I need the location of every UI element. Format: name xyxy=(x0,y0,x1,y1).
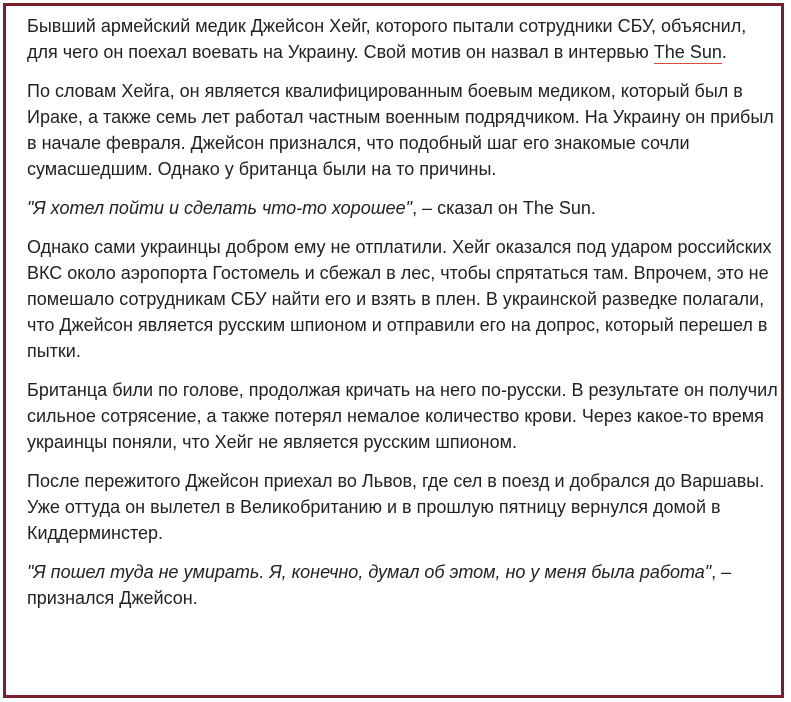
quote-1: "Я хотел пойти и сделать что-то хорошее" xyxy=(27,198,413,218)
paragraph-5: Британца били по голове, продолжая кричать на него по-русски. В результате он получил сильное сотрясение, а также потерял немалое количество крови. Через какое-то время украинцы поняли, что Хейг не является русским шпионом. xyxy=(27,380,778,452)
paragraph-7 xyxy=(27,559,779,611)
paragraph-4: Однако сами украинцы добром ему не отплатили. Хейг оказался под ударом российских ВКС около аэропорта Гостомель и сбежал в лес, чтобы спрятаться там. Впрочем, это не помешало сотрудникам СБУ найти его и взять в плен. В украинской разведке полагали, что Джейсон является русским шпионом и отправили его на допрос, который перешел в пытки. xyxy=(27,237,772,361)
paragraph-6: После пережитого Джейсон приехал во Львов, где сел в поезд и добрался до Варшавы. Уже оттуда он вылетел в Великобританию и в прошлую пятницу вернулся домой в Киддерминстер. xyxy=(27,471,765,543)
quote-2-attribution: , – признался Джейсон. xyxy=(27,562,732,608)
paragraph-1-end: . xyxy=(721,42,727,62)
article-body xyxy=(27,13,779,624)
the-sun-link[interactable]: The Sun xyxy=(653,42,722,62)
article-frame xyxy=(3,3,784,698)
quote-2: "Я пошел туда не умирать. Я, конечно, думал об этом, но у меня была работа" xyxy=(27,562,712,582)
paragraph-1-text: Бывший армейский медик Джейсон Хейг, которого пытали сотрудники СБУ, объяснил, для чего он поехал воевать на Украину. Свой мотив он назвал в интервью xyxy=(27,16,747,62)
quote-1-attribution: , – сказал он The Sun. xyxy=(412,198,596,218)
paragraph-2: По словам Хейга, он является квалифицированным боевым медиком, который был в Ираке, а также семь лет работал частным военным подрядчиком. На Украину он прибыл в начале февраля. Джейсон признался, что подобный шаг его знакомые сочли сумасшедшим. Однако у британца были на то причины. xyxy=(27,81,774,179)
paragraph-3 xyxy=(27,195,779,221)
paragraph-1 xyxy=(27,13,779,65)
